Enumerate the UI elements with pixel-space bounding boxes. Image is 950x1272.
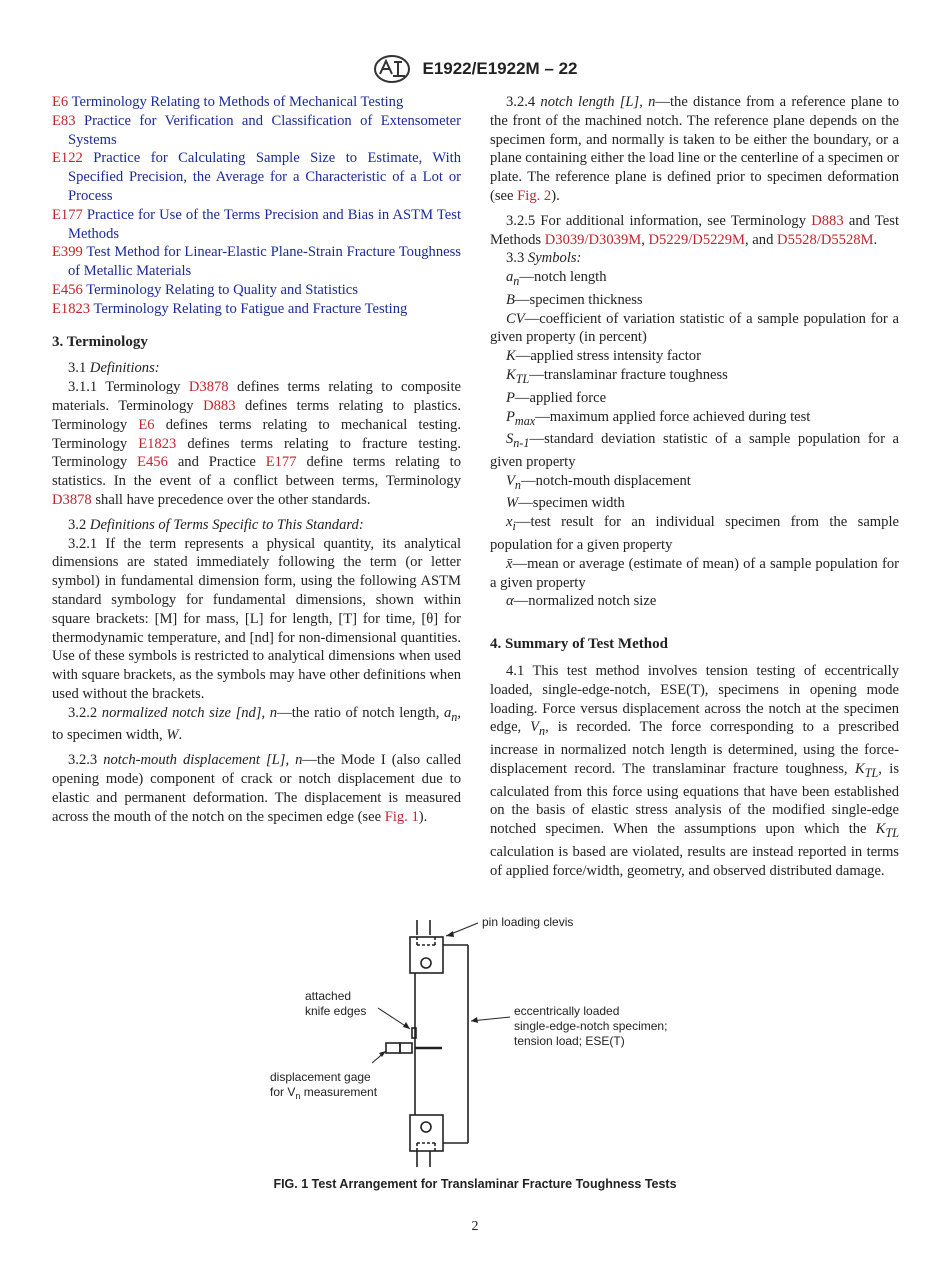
symbol-letter: x [506, 514, 513, 531]
reference-item[interactable] [52, 93, 461, 112]
reference-code[interactable]: E83 [52, 112, 76, 129]
symbol-item [490, 291, 899, 310]
reference-list [52, 93, 461, 319]
link-d5528[interactable]: D5528/D5528M [777, 231, 874, 248]
symbol-definition: —test result for an individual specimen from the sample population for a given property [490, 514, 899, 553]
label-clevis: pin loading clevis [482, 915, 574, 929]
reference-item[interactable] [52, 206, 461, 244]
link-e456[interactable]: E456 [137, 454, 168, 471]
para-3-1-1: 3.1.1 Terminology D3878 defines terms relating to composite materials. Terminology D883 defines terms relating to plastics. Terminology E6 defines terms relating to mechanical testing. Terminology E1823 defines terms relating to fracture testing. Terminology E456 and Practice E177 define terms relating to statistics. In the event of a conflict between terms, Terminology D3878 shall have precedence over the other standards. [52, 379, 461, 508]
symbol-item [490, 268, 899, 291]
link-d883[interactable]: D883 [203, 397, 236, 414]
symbol-letter: W [506, 495, 519, 512]
reference-title[interactable]: Test Method for Linear-Elastic Plane-Strain Fracture Toughness of Metallic Materials [68, 244, 461, 280]
section-3-heading: 3. Terminology [52, 333, 148, 350]
left-column [52, 93, 461, 826]
link-d5229[interactable]: D5229/D5229M [648, 231, 745, 248]
symbol-item [490, 310, 899, 348]
right-column [490, 93, 899, 880]
label-spec-1: eccentrically loaded [514, 1004, 620, 1018]
reference-code[interactable]: E122 [52, 150, 83, 167]
reference-code[interactable]: E6 [52, 94, 69, 110]
link-d3878[interactable]: D3878 [188, 379, 229, 396]
reference-item[interactable] [52, 300, 461, 319]
link-d3039[interactable]: D3039/D3039M [544, 231, 642, 248]
astm-logo-icon [372, 54, 412, 84]
symbol-letter: V [506, 472, 515, 489]
symbol-subscript: n-1 [513, 436, 530, 451]
knife-edge-upper [412, 1028, 416, 1038]
symbol-letter: K [506, 367, 516, 384]
gage-body-left [386, 1043, 400, 1053]
gage-body-right [400, 1043, 412, 1053]
symbol-definition: —applied stress intensity factor [515, 348, 701, 365]
label-spec-3: tension load; ESE(T) [514, 1034, 625, 1048]
symbol-letter: CV [506, 310, 525, 327]
para-3-2-1: 3.2.1 If the term represents a physical quantity, its analytical dimensions are stated immediately following the term (or letter symbol) in fundamental dimension form, using the following ASTM standard symbology for fundamental dimensions, shown within square brackets: [M] for mass, [L] for length, [T] for time, [θ] for thermodynamic temperature, and [nd] for non-dimensional quantities. Use of these symbols is restricted to analytical dimensions when used with square brackets, as the symbols may have other definitions when used without the brackets. [52, 535, 461, 702]
symbol-item [490, 592, 899, 611]
reference-title[interactable]: Terminology Relating to Quality and Statistics [86, 281, 358, 298]
symbol-letter: x̄ [506, 555, 513, 572]
link-d3878-2[interactable]: D3878 [52, 491, 92, 508]
label-gage-1: displacement gage [270, 1070, 371, 1084]
label-knife-2: knife edges [305, 1004, 367, 1018]
symbol-item [490, 513, 899, 555]
para-3-3: 3.3 Symbols: [506, 250, 582, 267]
symbol-subscript: TL [515, 371, 530, 386]
top-pin [421, 958, 431, 968]
symbol-definition: —specimen width [518, 495, 625, 512]
figure-caption: FIG. 1 Test Arrangement for Translaminar Fracture Toughness Tests [273, 1177, 677, 1191]
para-3-2: 3.2 Definitions of Terms Specific to This Standard: [68, 516, 364, 533]
symbol-definition: —applied force [514, 389, 607, 406]
figure-1-diagram [260, 905, 700, 1175]
symbol-definition: —standard deviation statistic of a sample population for a given property [490, 431, 899, 470]
symbol-item [490, 389, 899, 408]
link-e1823[interactable]: E1823 [138, 435, 177, 452]
para-3-2-2: 3.2.2 normalized notch size [nd], n—the ratio of notch length, $a_n$, to specimen width, W. [52, 704, 461, 744]
symbol-subscript: max [514, 413, 536, 428]
para-3-2-4: 3.2.4 notch length [L], n—the distance from a reference plane to the front of the machined notch. The reference plane depends on the specimen form, and normally is taken to be either the boundary, or a plane containing either the load line or the centerline of a specimen or plate. The reference plane is defined prior to specimen deformation (see Fig. 2). [490, 94, 899, 204]
symbol-definition: —specimen thickness [514, 291, 643, 308]
symbol-item [490, 430, 899, 472]
page-number: 2 [471, 1219, 479, 1234]
symbol-letter: a [506, 269, 514, 286]
para-3-1: 3.1 Definitions: [68, 360, 160, 377]
symbol-subscript: n [514, 477, 521, 492]
symbol-definition: —mean or average (estimate of mean) of a sample population for a given property [490, 555, 899, 591]
link-fig-1[interactable]: Fig. 1 [384, 808, 419, 825]
symbol-definition: —translaminar fracture toughness [529, 367, 728, 384]
bottom-clevis [410, 1115, 443, 1151]
para-3-2-5: 3.2.5 For additional information, see Terminology D883 and Test Methods D3039/D3039M, D5229/D5229M, and D5528/D5528M. [490, 212, 899, 248]
reference-item[interactable] [52, 243, 461, 281]
symbol-letter: K [506, 348, 516, 365]
reference-title[interactable]: Practice for Calculating Sample Size to Estimate, With Specified Precision, the Average for a Characteristic of a Lot or Process [68, 150, 461, 204]
symbol-letter: P [506, 389, 515, 406]
symbol-item [490, 408, 899, 431]
label-spec-2: single-edge-notch specimen; [514, 1019, 668, 1033]
para-3-2-3: 3.2.3 notch-mouth displacement [L], n—the Mode I (also called opening mode) component of crack or notch displacement due to elastic and permanent deformation. The displacement is measured across the mouth of the notch on the specimen edge (see Fig. 1). [52, 752, 461, 825]
reference-code[interactable]: E1823 [52, 300, 91, 317]
label-knife-1: attached [305, 989, 352, 1003]
reference-title[interactable]: Practice for Use of the Terms Precision and Bias in ASTM Test Methods [68, 206, 461, 242]
para-4-1: 4.1 This test method involves tension testing of eccentrically loaded, single-edge-notch, ESE(T), specimens in opening mode loading. Force versus displacement across the notch at the specimen edge, $V_n$, is recorded. The force corresponding to a prescribed increase in normalized notch length is determined, using the force-displacement record. The translaminar fracture toughness, $K_{TL}$, is calculated from this force using equations that have been established on the basis of elastic stress analysis of the modified single-edge notched specimen. When the assumptions upon which the $K_{TL}$ calculation is based are violated, results are instead reported in terms of applied force/width, geometry, and observed distributed damage. [490, 662, 899, 879]
bottom-pin [421, 1122, 431, 1132]
symbol-item [490, 472, 899, 495]
symbol-definition: —coefficient of variation statistic of a sample population for a given property (in percent) [490, 310, 899, 346]
section-4-heading: 4. Summary of Test Method [490, 636, 668, 653]
link-fig-2[interactable]: Fig. 2 [517, 187, 552, 204]
link-d883-b[interactable]: D883 [811, 212, 844, 229]
reference-item[interactable] [52, 281, 461, 300]
reference-title[interactable]: Practice for Verification and Classification of Extensometer Systems [68, 112, 461, 148]
reference-code[interactable]: E456 [52, 281, 83, 298]
reference-code[interactable]: E399 [52, 244, 83, 261]
link-e6[interactable]: E6 [138, 416, 155, 433]
symbol-definition: —normalized notch size [513, 593, 657, 610]
page-header [0, 54, 950, 84]
symbol-definition: —maximum applied force achieved during test [535, 408, 811, 425]
symbol-letter: S [506, 431, 514, 448]
symbol-item [490, 366, 899, 389]
symbol-definition: —notch-mouth displacement [521, 472, 691, 489]
link-e177[interactable]: E177 [265, 454, 297, 471]
symbol-list [490, 268, 899, 611]
reference-item[interactable] [52, 112, 461, 150]
reference-item[interactable] [52, 149, 461, 205]
reference-title[interactable]: Terminology Relating to Fatigue and Fracture Testing [93, 300, 408, 317]
symbol-letter: B [506, 291, 515, 308]
document-id: E1922/E1922M – 22 [422, 59, 578, 78]
symbol-item [490, 494, 899, 513]
symbol-subscript: n [513, 274, 520, 289]
reference-title[interactable]: Terminology Relating to Methods of Mechanical Testing [71, 94, 404, 110]
symbol-subscript: i [512, 519, 516, 534]
symbol-item [490, 347, 899, 366]
symbol-letter: α [506, 593, 514, 610]
symbol-definition: —notch length [519, 269, 607, 286]
label-gage-2: for $V_n$ measurement [270, 1085, 378, 1101]
reference-code[interactable]: E177 [52, 206, 83, 223]
symbol-item [490, 555, 899, 593]
symbol-letter: P [506, 408, 515, 425]
